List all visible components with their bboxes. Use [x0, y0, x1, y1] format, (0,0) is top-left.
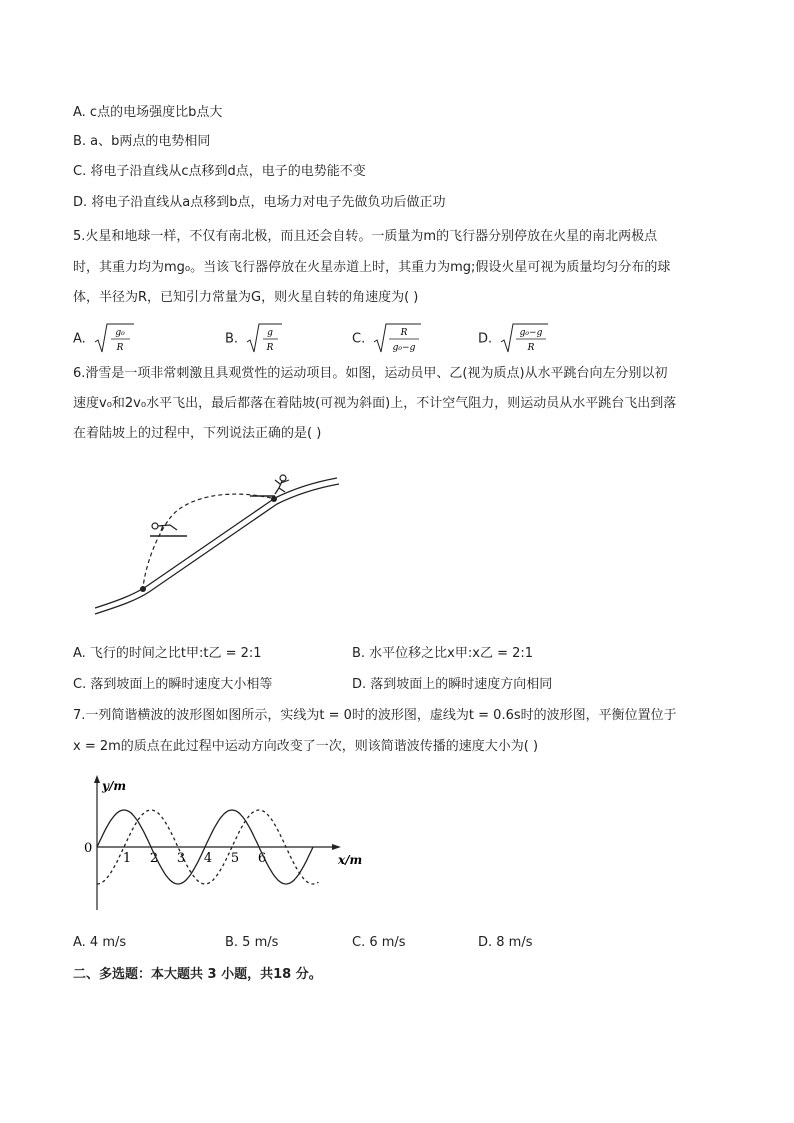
x-tick-label: 3	[176, 851, 186, 866]
q6-stem-line2: 速度v₀和2v₀水平飞出，最后都落在着陆坡(可视为斜面)上，不计空气阻力，则运动员从水平跳台飞出到落	[73, 396, 677, 411]
x-axis-label: x/m	[338, 853, 363, 867]
q5-a-num: g₀	[115, 328, 125, 338]
sqrt-fraction-b	[246, 322, 286, 356]
q6-option-a: A. 飞行的时间之比t甲:t乙 = 2:1	[73, 646, 262, 661]
q5-option-c-label: C.	[352, 331, 366, 347]
q5-option-b	[225, 322, 286, 356]
q6-option-d: D. 落到坡面上的瞬时速度方向相同	[352, 677, 553, 692]
q6-stem-line3: 在着陆坡上的过程中，下列说法正确的是( )	[73, 426, 322, 441]
sqrt-fraction-d	[500, 322, 550, 356]
q5-b-den: R	[266, 343, 274, 353]
q6-stem-line1: 6.滑雪是一项非常刺激且具观赏性的运动项目。如图，运动员甲、乙(视为质点)从水平跳台向左分别以初	[73, 366, 668, 381]
origin-label: 0	[84, 841, 93, 856]
q5-c-den: g₀−g	[393, 343, 416, 353]
q5-c-num: R	[400, 328, 408, 338]
ski-jump-figure	[75, 458, 355, 628]
q5-a-den: R	[116, 343, 124, 353]
q7-option-b: B. 5 m/s	[225, 935, 279, 950]
trajectory	[143, 494, 271, 588]
x-tick-label: 6	[257, 851, 267, 866]
wave-graph	[80, 772, 370, 922]
landing-point	[140, 586, 146, 592]
q5-stem-line3: 体，半径为R，已知引力常量为G，则火星自转的角速度为( )	[73, 290, 419, 305]
q6-option-c: C. 落到坡面上的瞬时速度大小相等	[73, 677, 273, 692]
q5-d-num: g₀−g	[519, 328, 543, 338]
flying-skier-icon	[150, 523, 187, 536]
q7-stem-line2: x = 2m的质点在此过程中运动方向改变了一次，则该简谐波传播的速度大小为( )	[73, 739, 539, 754]
q7-stem-line1: 7.一列简谐横波的波形图如图所示，实线为t = 0时的波形图，虚线为t = 0.6s时的波形图，平衡位置位于	[73, 708, 677, 723]
x-tick-label: 1	[122, 851, 132, 866]
takeoff-point	[271, 496, 277, 502]
q5-option-d	[478, 322, 550, 356]
section-heading: 二、多选题：本大题共 3 小题，共18 分。	[73, 967, 322, 982]
q5-option-a-label: A.	[73, 331, 86, 347]
q4-option-d: D. 将电子沿直线从a点移到b点，电场力对电子先做负功后做正功	[73, 195, 446, 210]
q7-option-c: C. 6 m/s	[352, 935, 406, 950]
q4-option-b: B. a、b两点的电势相同	[73, 134, 211, 149]
q5-option-d-label: D.	[478, 331, 493, 347]
x-tick-label: 2	[149, 851, 159, 866]
q4-option-c: C. 将电子沿直线从c点移到d点，电子的电势能不变	[73, 164, 366, 179]
x-axis-arrow	[332, 844, 341, 850]
q5-option-b-label: B.	[225, 331, 239, 347]
q5-stem-line2: 时，其重力均为mg₀。当该飞行器停放在火星赤道上时，其重力为mg;假设火星可视为质量均匀分布的球	[73, 260, 671, 275]
q5-option-c	[352, 322, 423, 356]
x-tick-label: 4	[203, 851, 213, 866]
q7-option-a: A. 4 m/s	[73, 935, 127, 950]
q4-option-a: A. c点的电场强度比b点大	[73, 105, 223, 120]
sqrt-fraction-c	[373, 322, 423, 356]
y-axis-label: y/m	[102, 779, 127, 793]
q6-option-b: B. 水平位移之比x甲:x乙 = 2:1	[352, 646, 534, 661]
q5-stem-line1: 5.火星和地球一样，不仅有南北极，而且还会自转。一质量为m的飞行器分别停放在火星的南北两极点	[73, 229, 658, 244]
y-axis-arrow	[94, 775, 100, 783]
x-tick-label: 5	[230, 851, 240, 866]
q5-option-a	[73, 322, 134, 356]
sqrt-fraction-a	[94, 322, 134, 356]
q5-b-num: g	[267, 328, 274, 338]
q7-option-d: D. 8 m/s	[478, 935, 533, 950]
q5-d-den: R	[527, 343, 535, 353]
standing-skier-icon	[275, 475, 289, 494]
slope-line-upper	[95, 478, 337, 608]
